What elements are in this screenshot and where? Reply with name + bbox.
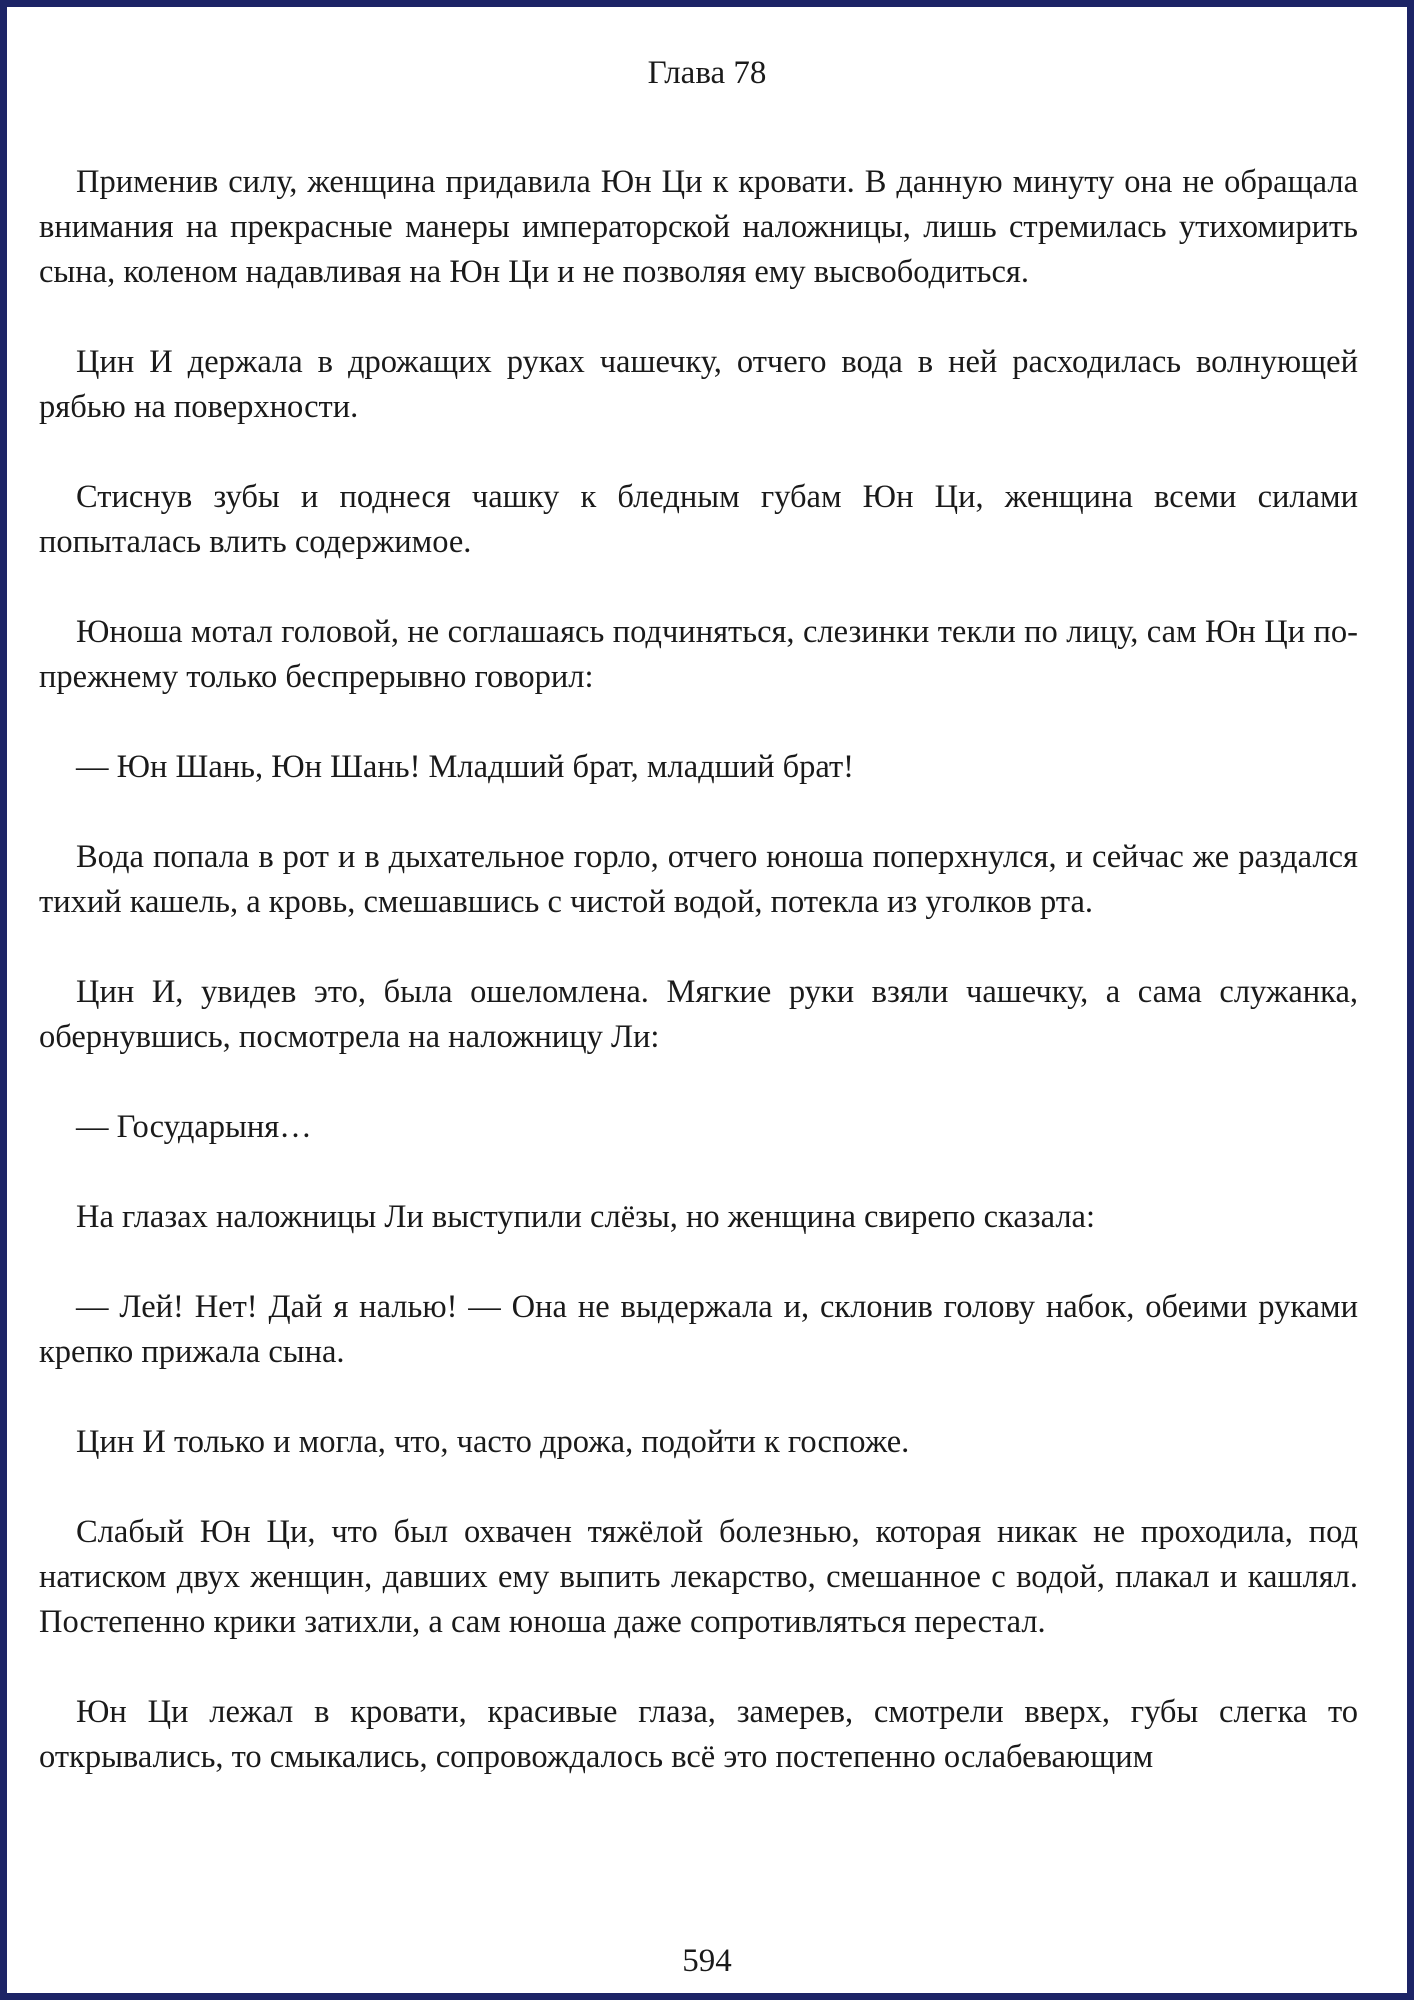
page-number: 594 (682, 1943, 732, 1979)
paragraph: Юн Ци лежал в кровати, красивые глаза, замерев, смотрели вверх, губы слегка то открывались, то смыкались, сопровождалось всё это постепенно ослабевающим (39, 1694, 1358, 1775)
chapter-title: Глава 78 (647, 55, 767, 91)
paragraph: Юноша мотал головой, не соглашаясь подчиняться, слезинки текли по лицу, сам Юн Ци по-прежнему только беспрерывно говорил: (39, 614, 1358, 695)
paragraph: Применив силу, женщина придавила Юн Ци к кровати. В данную минуту она не обращала внимания на прекрасные манеры императорской наложницы, лишь стремилась утихомирить сына, коленом надавливая на Юн Ци и не позволяя ему высвободиться. (39, 164, 1358, 290)
paragraph: — Лей! Нет! Дай я налью! — Она не выдержала и, склонив голову набок, обеими руками крепко прижала сына. (39, 1289, 1358, 1370)
paragraph: На глазах наложницы Ли выступили слёзы, но женщина свирепо сказала: (76, 1199, 1095, 1235)
body-text (39, 160, 1358, 1780)
paragraph: Цин И держала в дрожащих руках чашечку, отчего вода в ней расходилась волнующей рябью на поверхности. (39, 344, 1358, 425)
paragraph: Вода попала в рот и в дыхательное горло, отчего юноша поперхнулся, и сейчас же раздался тихий кашель, а кровь, смешавшись с чистой водой, потекла из уголков рта. (39, 839, 1358, 920)
paragraph: Цин И только и могла, что, часто дрожа, подойти к госпоже. (76, 1424, 910, 1460)
paragraph: Цин И, увидев это, была ошеломлена. Мягкие руки взяли чашечку, а сама служанка, обернувшись, посмотрела на наложницу Ли: (39, 974, 1358, 1055)
paragraph: — Государыня… (76, 1109, 312, 1145)
paragraph: — Юн Шань, Юн Шань! Младший брат, младший брат! (76, 749, 854, 785)
paragraph: Стиснув зубы и поднеся чашку к бледным губам Юн Ци, женщина всеми силами попыталась влить содержимое. (39, 479, 1358, 560)
paragraph: Слабый Юн Ци, что был охвачен тяжёлой болезнью, которая никак не проходила, под натиском двух женщин, давших ему выпить лекарство, смешанное с водой, плакал и кашлял. Постепенно крики затихли, а сам юноша даже сопротивляться перестал. (39, 1514, 1358, 1640)
